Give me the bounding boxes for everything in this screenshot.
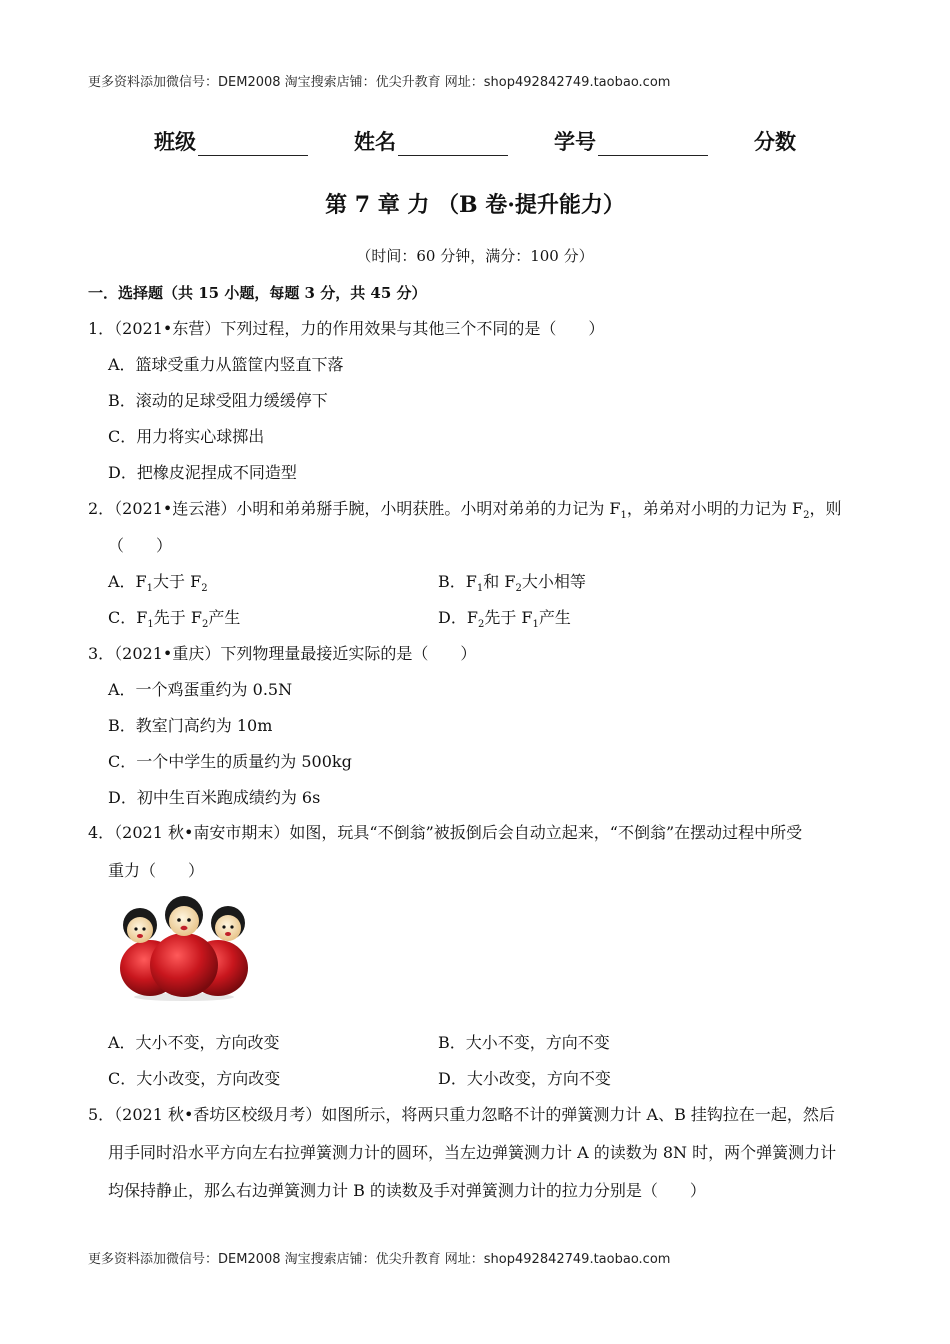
question-5-stem-line-3: 均保持静止，那么右边弹簧测力计 B 的读数及手对弹簧测力计的拉力分别是（ ） — [108, 1181, 706, 1200]
student-info-row — [0, 126, 950, 156]
question-3-option-b[interactable]: B．教室门高约为 10m — [108, 716, 273, 735]
question-2-option-d[interactable]: D．$F_2$先于 $F_1$产生 — [438, 608, 571, 631]
class-blank — [198, 133, 308, 156]
question-1-option-d[interactable]: D．把橡皮泥捏成不同造型 — [108, 463, 297, 482]
question-2-option-a[interactable]: A．$F_1$大于 $F_2$ — [108, 572, 208, 595]
question-4-option-b[interactable]: B．大小不变，方向不变 — [438, 1033, 610, 1052]
score-field — [754, 126, 796, 156]
question-2-option-c[interactable]: C．$F_1$先于 $F_2$产生 — [108, 608, 241, 631]
question-2-stem: 2．（2021•连云港）小明和弟弟掰手腕，小明获胜。小明对弟弟的力记为 $F_1$，弟弟对小明的力记为 $F_2$，则 — [88, 499, 842, 522]
question-4-option-d[interactable]: D．大小改变，方向不变 — [438, 1069, 611, 1088]
question-3-option-a[interactable]: A．一个鸡蛋重约为 0.5N — [108, 680, 293, 699]
question-3-option-c[interactable]: C．一个中学生的质量约为 500kg — [108, 752, 352, 771]
class-label: 班级 — [154, 130, 196, 154]
question-5-stem-line-1: 5．（2021 秋•香坊区校级月考）如图所示，将两只重力忽略不计的弹簧测力计 A、B 挂钩拉在一起，然后 — [88, 1105, 835, 1124]
student-id-field[interactable] — [554, 126, 708, 156]
question-1-stem: 1．（2021•东营）下列过程，力的作用效果与其他三个不同的是（ ） — [88, 319, 605, 338]
question-4-option-c[interactable]: C．大小改变，方向改变 — [108, 1069, 281, 1088]
page-title: 第 7 章 力 （B 卷·提升能力） — [325, 192, 625, 218]
class-field[interactable] — [154, 126, 308, 156]
question-1-option-b[interactable]: B．滚动的足球受阻力缓缓停下 — [108, 391, 328, 410]
question-2-paren: （ ） — [108, 536, 173, 555]
section-heading: 一．选择题（共 15 小题，每题 3 分，共 45 分） — [88, 284, 427, 302]
exam-subtitle: （时间：60 分钟，满分：100 分） — [356, 247, 594, 265]
question-3-stem: 3．（2021•重庆）下列物理量最接近实际的是（ ） — [88, 644, 477, 663]
tumbler-doll-image — [110, 893, 258, 1001]
question-4-stem-cont: 重力（ ） — [108, 861, 205, 880]
score-label: 分数 — [754, 130, 796, 154]
student-id-blank — [598, 133, 708, 156]
question-4-option-a[interactable]: A．大小不变，方向改变 — [108, 1033, 280, 1052]
question-1-option-c[interactable]: C．用力将实心球掷出 — [108, 427, 265, 446]
name-blank — [398, 133, 508, 156]
question-3-option-d[interactable]: D．初中生百米跑成绩约为 6s — [108, 788, 321, 807]
question-1-option-a[interactable]: A．篮球受重力从篮筐内竖直下落 — [108, 355, 344, 374]
question-5-stem-line-2: 用手同时沿水平方向左右拉弹簧测力计的圆环，当左边弹簧测力计 A 的读数为 8N 时，两个弹簧测力计 — [108, 1143, 837, 1162]
name-field[interactable] — [354, 126, 508, 156]
page-header: 更多资料添加微信号：DEM2008 淘宝搜索店铺：优尖升教育 网址：shop492842749.taobao.com — [88, 75, 671, 90]
page-footer: 更多资料添加微信号：DEM2008 淘宝搜索店铺：优尖升教育 网址：shop492842749.taobao.com — [88, 1252, 671, 1267]
student-id-label: 学号 — [554, 130, 596, 154]
question-4-stem: 4．（2021 秋•南安市期末）如图，玩具“不倒翁”被扳倒后会自动立起来，“不倒翁”在摆动过程中所受 — [88, 823, 803, 842]
question-2-option-b[interactable]: B．$F_1$和 $F_2$大小相等 — [438, 572, 586, 595]
name-label: 姓名 — [354, 130, 396, 154]
